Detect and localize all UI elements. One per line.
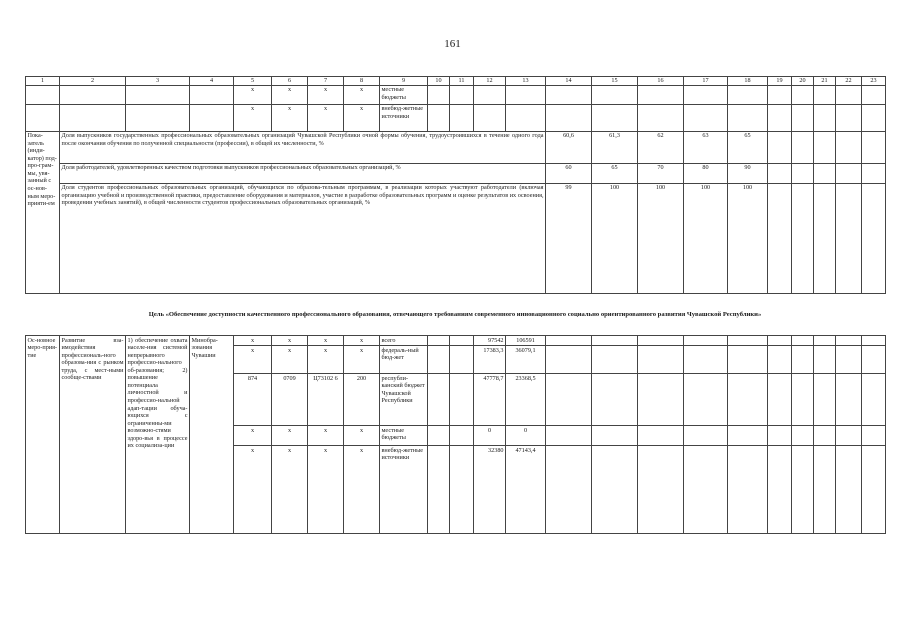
indicator-value: 61,3 [592, 131, 638, 163]
indicator-value: 99 [546, 183, 592, 293]
funding-source: местные бюджеты [380, 85, 428, 104]
cell-value: x [308, 336, 344, 346]
funding-source: всего [380, 336, 428, 346]
cell-value: x [344, 426, 380, 446]
budget-value: 0 [474, 426, 506, 446]
indicator-label: Пока-затель (инди-катор) под-про-грам-мы, увя-занный с ос-нов-ным меро-прияти-ем [26, 131, 60, 293]
cell-value: x [234, 104, 272, 131]
column-number: 13 [506, 77, 546, 86]
cell-value: x [308, 426, 344, 446]
page-number: 161 [444, 38, 461, 50]
cell-value: x [308, 85, 344, 104]
indicator-text: Доля выпускников государственных профессиональных образовательных организаций Чувашской Республики очной формы обучения, трудоустроившихся в течение одного года после окончания обучения по полученной специальности (профессии), в общей их численности, % [60, 131, 546, 163]
budget-value: 17383,3 [474, 346, 506, 374]
cell-value: 0709 [272, 374, 308, 426]
indicator-value: 65 [728, 131, 768, 163]
table-row [26, 104, 886, 131]
cell-value: x [234, 446, 272, 534]
column-number: 7 [308, 77, 344, 86]
column-number: 6 [272, 77, 308, 86]
budget-value: 23368,5 [506, 374, 546, 426]
cell-value: x [344, 446, 380, 534]
column-number: 22 [836, 77, 862, 86]
cell-value: x [344, 85, 380, 104]
budget-value: 106591 [506, 336, 546, 346]
column-number: 12 [474, 77, 506, 86]
cell-value: x [344, 104, 380, 131]
indicator-value: 70 [638, 163, 684, 183]
column-number: 5 [234, 77, 272, 86]
funding-source: внебюд-жетные источники [380, 446, 428, 534]
budget-value: 97542 [474, 336, 506, 346]
indicator-row [26, 131, 886, 163]
budget-value: 0 [506, 426, 546, 446]
cell-value: 874 [234, 374, 272, 426]
indicator-row [26, 183, 886, 293]
indicator-row [26, 163, 886, 183]
column-number: 21 [814, 77, 836, 86]
cell-value: 200 [344, 374, 380, 426]
column-number: 14 [546, 77, 592, 86]
table-row [26, 336, 886, 346]
column-number: 9 [380, 77, 428, 86]
column-number: 3 [126, 77, 190, 86]
column-number-row [26, 77, 886, 86]
column-number: 1 [26, 77, 60, 86]
cell-value: x [234, 346, 272, 374]
funding-source: федераль-ный бюд-жет [380, 346, 428, 374]
indicator-value: 60 [546, 163, 592, 183]
indicator-value: 62 [638, 131, 684, 163]
column-number: 18 [728, 77, 768, 86]
cell-value: x [344, 336, 380, 346]
column-number: 4 [190, 77, 234, 86]
budget-value: 47143,4 [506, 446, 546, 534]
column-number: 17 [684, 77, 728, 86]
indicator-value: 60,6 [546, 131, 592, 163]
table-row [26, 85, 886, 104]
budget-value: 47778,7 [474, 374, 506, 426]
goal-heading: Цель «Обеспечение доступности качественного профессионального образования, отвечающего требованиям современного инновационного социально ориентированного развития Чувашской Республики» [148, 311, 762, 318]
cell-value: x [272, 336, 308, 346]
indicator-value: 63 [684, 131, 728, 163]
indicator-text: Доля работодателей, удовлетворенных качеством подготовки выпускников профессиональных образовательных организаций, % [60, 163, 546, 183]
event-name: Развитие вза-имодействия профессиональ-ного образова-ния с рынком труда, с мест-ными сообще-ствами [60, 336, 126, 534]
indicator-value: 65 [592, 163, 638, 183]
column-number: 11 [450, 77, 474, 86]
cell-value: x [308, 446, 344, 534]
cell-value: x [272, 104, 308, 131]
column-number: 23 [862, 77, 886, 86]
cell-value: Ц73102 6 [308, 374, 344, 426]
cell-value: x [272, 446, 308, 534]
cell-value: x [308, 346, 344, 374]
cell-value: x [344, 346, 380, 374]
cell-value: x [272, 426, 308, 446]
column-number: 20 [792, 77, 814, 86]
cell-value: x [308, 104, 344, 131]
budget-value: 32380 [474, 446, 506, 534]
cell-value: x [234, 85, 272, 104]
cell-value: x [234, 426, 272, 446]
column-number: 10 [428, 77, 450, 86]
column-number: 16 [638, 77, 684, 86]
indicator-value: 100 [592, 183, 638, 293]
indicator-value: 80 [684, 163, 728, 183]
budget-table-top [25, 76, 886, 294]
funding-source: внебюд-жетные источники [380, 104, 428, 131]
indicator-value: 90 [728, 163, 768, 183]
funding-source: республи-канский бюджет Чувашской Республики [380, 374, 428, 426]
column-number: 19 [768, 77, 792, 86]
column-number: 15 [592, 77, 638, 86]
event-goals: 1) обеспечение охвата населе-ния системой непрерывного профессио-нального об-разования; 2) повышение потенциала личностной и професcио-нальной адап-тации обуча-ющихся с ограниченны-ми возможно-стями здоро-вья в процессе их социализа-ции [126, 336, 190, 534]
event-type: Ос-новное меро-прия-тие [26, 336, 60, 534]
budget-value: 36079,1 [506, 346, 546, 374]
indicator-text: Доля студентов профессиональных образовательных организаций, обучающихся по образова-тельным программам, в реализации которых участвуют работодатели (включая организацию учебной и производственной практики, предоставление оборудования и материалов, участие в разработке образовательных программ и оценке результатов их освоения, проведении учебных занятий), в общей численности студентов профессиональных образовательных организаций, % [60, 183, 546, 293]
cell-value: x [234, 336, 272, 346]
indicator-value: 100 [638, 183, 684, 293]
budget-table-main-event [25, 335, 886, 534]
event-executor: Минобра-зования Чувашии [190, 336, 234, 534]
funding-source: местные бюджеты [380, 426, 428, 446]
column-number: 2 [60, 77, 126, 86]
cell-value: x [272, 85, 308, 104]
indicator-value: 100 [728, 183, 768, 293]
indicator-value: 100 [684, 183, 728, 293]
column-number: 8 [344, 77, 380, 86]
cell-value: x [272, 346, 308, 374]
